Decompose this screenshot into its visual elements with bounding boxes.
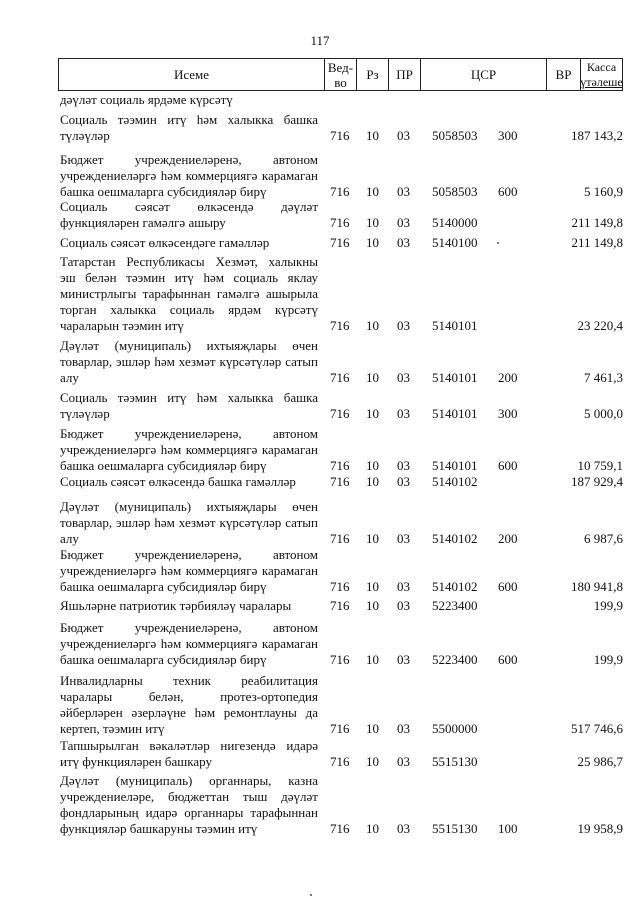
cell-rz: 10 — [366, 215, 379, 230]
cell-ved: 716 — [330, 652, 350, 667]
cell-sum: 211 149,8 — [571, 235, 623, 250]
cell-sum: 5 000,0 — [584, 406, 623, 421]
cell-csr: 5140101 — [432, 458, 478, 473]
cell-vr: 100 — [498, 821, 518, 836]
row-name — [60, 474, 318, 490]
cell-sum: 19 958,9 — [577, 821, 623, 836]
cell-ved: 716 — [330, 215, 350, 230]
cell-csr: 5223400 — [432, 598, 478, 613]
cell-pr: 03 — [397, 598, 410, 613]
table-row — [60, 673, 623, 737]
row-name-line: учреждениеләргә һәм коммерциягә карамаган — [60, 563, 318, 578]
cell-vr: 300 — [498, 128, 518, 143]
scan-speck — [310, 894, 312, 896]
cell-pr: 03 — [397, 721, 410, 736]
row-name — [60, 254, 318, 334]
cell-ved: 716 — [330, 598, 350, 613]
table-row — [60, 112, 623, 144]
cell-pr: 03 — [397, 406, 410, 421]
cell-pr: 03 — [397, 474, 410, 489]
row-name-line: Дәүләт (муниципаль) органнары, казна — [60, 773, 318, 788]
cell-rz: 10 — [366, 318, 379, 333]
cell-pr: 03 — [397, 235, 410, 250]
header-csr: ЦСР — [421, 59, 547, 90]
cell-csr: 5140000 — [432, 215, 478, 230]
cell-sum: 211 149,8 — [571, 215, 623, 230]
header-kassa — [581, 59, 622, 90]
header-ved-line2: во — [334, 74, 347, 90]
cell-vr: 300 — [498, 406, 518, 421]
table-header — [58, 58, 623, 91]
table-row — [60, 499, 623, 547]
row-name-line: учреждениеләре, бюджеттан тыш дәүләт — [60, 789, 318, 804]
cell-sum: 23 220,4 — [577, 318, 623, 333]
cell-rz: 10 — [366, 474, 379, 489]
cell-ved: 716 — [330, 474, 350, 489]
row-name-line: Татарстан Республикасы Хезмәт, халыкны — [60, 254, 318, 269]
row-name-line: функцияләр башкаруны тәэмин итү — [60, 821, 258, 836]
row-name — [60, 152, 318, 200]
cell-ved: 716 — [330, 821, 350, 836]
cell-sum: 180 941,8 — [571, 579, 623, 594]
row-name-line: кертеп, тәэмин итү — [60, 721, 165, 736]
row-name-line: Инвалидларны техник реабилитация — [60, 673, 318, 688]
scan-speck — [497, 242, 499, 244]
cell-pr: 03 — [397, 652, 410, 667]
cell-ved: 716 — [330, 579, 350, 594]
row-name-line: түләүләр — [60, 128, 110, 143]
table-row — [60, 254, 623, 334]
table-row — [60, 338, 623, 386]
table-row — [60, 773, 623, 837]
cell-sum: 199,9 — [593, 598, 623, 613]
cell-csr: 5140101 — [432, 406, 478, 421]
cell-ved: 716 — [330, 406, 350, 421]
row-name-line: фондларының идарә органнары тарафыннан — [60, 805, 318, 820]
cell-sum: 187 929,4 — [571, 474, 623, 489]
cell-ved: 716 — [330, 721, 350, 736]
cell-rz: 10 — [366, 370, 379, 385]
cell-pr: 03 — [397, 579, 410, 594]
row-name-line: учреждениеләргә һәм коммерциягә карамаган — [60, 442, 318, 457]
cell-pr: 03 — [397, 318, 410, 333]
cell-vr: 200 — [498, 531, 518, 546]
row-name-line: Бюджет учреждениеләренә, автоном — [60, 547, 318, 562]
row-name-line: функцияләрен гамәлгә ашыру — [60, 215, 226, 230]
header-vr: ВР — [547, 59, 581, 90]
cell-pr: 03 — [397, 370, 410, 385]
cell-csr: 5140102 — [432, 579, 478, 594]
row-name-line: Бюджет учреждениеләренә, автоном — [60, 152, 318, 167]
row-name-line: чаралары белән, протез-ортопедия — [60, 689, 318, 704]
cell-csr: 5223400 — [432, 652, 478, 667]
header-rz: Рз — [357, 59, 389, 90]
table-row — [60, 390, 623, 422]
row-name — [60, 390, 318, 422]
row-name-line: министрлыгы тарафыннан гамәлгә ашырыла — [60, 286, 318, 301]
cell-ved: 716 — [330, 370, 350, 385]
row-name-line: эш белән тәэмин итү һәм социаль яклау — [60, 270, 318, 285]
row-name-line: алу — [60, 370, 79, 385]
cell-pr: 03 — [397, 531, 410, 546]
cell-vr: 600 — [498, 579, 518, 594]
row-name-line: учреждениеләргә һәм коммерциягә карамаган — [60, 636, 318, 651]
cell-ved: 716 — [330, 128, 350, 143]
cell-ved: 716 — [330, 235, 350, 250]
cell-rz: 10 — [366, 598, 379, 613]
cell-csr: 5058503 — [432, 128, 478, 143]
table-row — [60, 547, 623, 595]
cell-vr: 200 — [498, 370, 518, 385]
row-name-line: Яшьләрне патриотик тәрбияләү чаралары — [60, 598, 292, 613]
cell-csr: 5140102 — [432, 531, 478, 546]
row-name-line: башка оешмаларга субсидияләр бирү — [60, 652, 267, 667]
cell-pr: 03 — [397, 128, 410, 143]
table-row — [60, 199, 623, 231]
cell-pr: 03 — [397, 215, 410, 230]
cell-sum: 517 746,6 — [571, 721, 623, 736]
cell-pr: 03 — [397, 754, 410, 769]
row-name-line: алу — [60, 531, 79, 546]
cell-csr: 5140102 — [432, 474, 478, 489]
cell-csr: 5058503 — [432, 184, 478, 199]
header-kassa-line1: Касса — [586, 59, 617, 74]
cell-ved: 716 — [330, 318, 350, 333]
row-name-line: Социаль сәясәт өлкәсендә башка гамәлләр — [60, 474, 296, 489]
row-name — [60, 773, 318, 837]
row-name-line: әйберләрен әзерләүне һәм ремонтлауны да — [60, 705, 318, 720]
table-row — [60, 426, 623, 474]
row-name — [60, 112, 318, 144]
row-name-line: товарлар, эшләр һәм хезмәт күрсәтүләр сатып — [60, 354, 318, 369]
cell-ved: 716 — [330, 754, 350, 769]
row-name-line: торган халыкка социаль ярдәм күрсәтү — [60, 302, 318, 317]
cell-rz: 10 — [366, 721, 379, 736]
cell-sum: 10 759,1 — [577, 458, 623, 473]
row-name-line: Социаль сәясәт өлкәсендәге гамәлләр — [60, 235, 270, 250]
cell-pr: 03 — [397, 821, 410, 836]
row-name-line: Дәүләт (муниципаль) ихтыяҗлары өчен — [60, 338, 318, 353]
cell-ved: 716 — [330, 184, 350, 199]
header-ved — [325, 59, 357, 90]
row-name — [60, 199, 318, 231]
row-name-line: Социаль сәясәт өлкәсендә дәүләт — [60, 199, 318, 214]
row-name — [60, 598, 318, 614]
cell-rz: 10 — [366, 821, 379, 836]
cell-csr: 5140101 — [432, 370, 478, 385]
row-name — [60, 426, 318, 474]
row-name — [60, 235, 318, 251]
cell-sum: 6 987,6 — [584, 531, 623, 546]
table-row — [60, 738, 623, 770]
row-name-line: башка оешмаларга субсидияләр бирү — [60, 458, 267, 473]
table-row — [60, 598, 623, 614]
row-name-line: Социаль тәэмин итү һәм халыкка башка — [60, 390, 318, 405]
row-name-line: товарлар, эшләр һәм хезмәт күрсәтүләр сатып — [60, 515, 318, 530]
row-name — [60, 547, 318, 595]
cell-pr: 03 — [397, 458, 410, 473]
cell-rz: 10 — [366, 531, 379, 546]
cell-rz: 10 — [366, 235, 379, 250]
cell-csr: 5140100 — [432, 235, 478, 250]
cell-rz: 10 — [366, 754, 379, 769]
row-name — [60, 620, 318, 668]
row-name-line: Дәүләт (муниципаль) ихтыяҗлары өчен — [60, 499, 318, 514]
row-name-line: Бюджет учреждениеләренә, автоном — [60, 620, 318, 635]
cell-pr: 03 — [397, 184, 410, 199]
cell-csr: 5515130 — [432, 821, 478, 836]
cell-vr: 600 — [498, 184, 518, 199]
cell-rz: 10 — [366, 458, 379, 473]
cell-sum: 199,9 — [593, 652, 623, 667]
row-name-line: башка оешмаларга субсидияләр бирү — [60, 579, 267, 594]
cell-ved: 716 — [330, 458, 350, 473]
cell-rz: 10 — [366, 184, 379, 199]
cell-ved: 716 — [330, 531, 350, 546]
row-name-line: башка оешмаларга субсидияләр бирү — [60, 184, 267, 199]
row-name-line: итү функцияләрен башкару — [60, 754, 213, 769]
cell-csr: 5515130 — [432, 754, 478, 769]
cell-sum: 25 986,7 — [577, 754, 623, 769]
row-name-line: Тапшырылган вәкаләтләр нигезендә идарә — [60, 738, 318, 753]
cell-sum: 7 461,3 — [584, 370, 623, 385]
row-name — [60, 738, 318, 770]
cell-vr: 600 — [498, 652, 518, 667]
page-number: 117 — [310, 33, 330, 48]
cell-csr: 5500000 — [432, 721, 478, 736]
cell-vr: 600 — [498, 458, 518, 473]
table-row — [60, 235, 623, 251]
cell-rz: 10 — [366, 652, 379, 667]
header-pr: ПР — [389, 59, 421, 90]
row-name-line: Социаль тәэмин итү һәм халыкка башка — [60, 112, 318, 127]
header-ved-line1: Вед- — [327, 59, 354, 75]
row-name-line: түләүләр — [60, 406, 110, 421]
row-name — [60, 338, 318, 386]
table-row — [60, 620, 623, 668]
cell-rz: 10 — [366, 128, 379, 143]
table-row — [60, 474, 623, 490]
row-name — [60, 673, 318, 737]
header-kassa-line2: үтәлеше — [580, 74, 623, 89]
table-row — [60, 152, 623, 200]
cell-sum: 187 143,2 — [571, 128, 623, 143]
cell-rz: 10 — [366, 579, 379, 594]
continuation-text: дәүләт социаль ярдәме күрсәтү — [60, 92, 233, 107]
cell-rz: 10 — [366, 406, 379, 421]
row-name-line: чараларын тәэмин итү — [60, 318, 184, 333]
row-name — [60, 499, 318, 547]
row-name-line: Бюджет учреждениеләренә, автоном — [60, 426, 318, 441]
row-name-line: учреждениеләргә һәм коммерциягә карамаган — [60, 168, 318, 183]
cell-sum: 5 160,9 — [584, 184, 623, 199]
header-name: Исеме — [59, 59, 325, 90]
cell-csr: 5140101 — [432, 318, 478, 333]
